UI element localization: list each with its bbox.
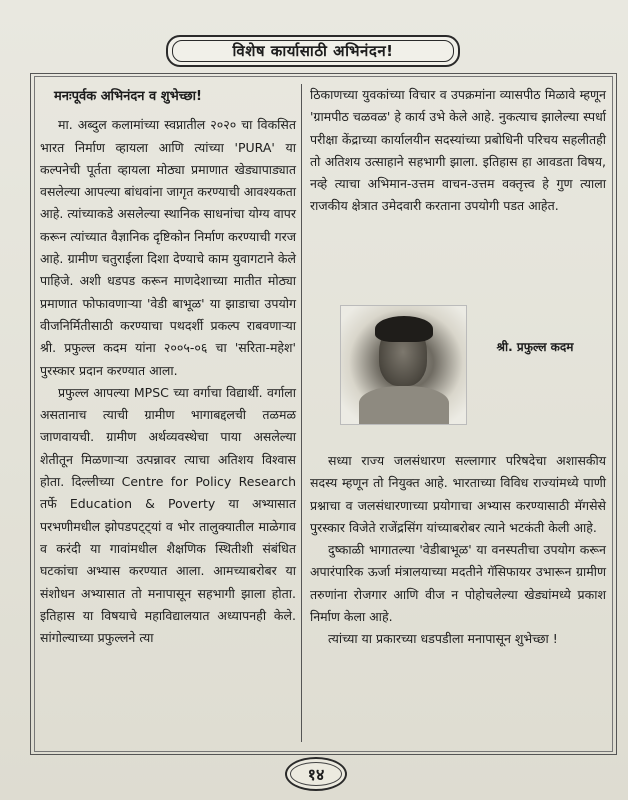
photo-caption: श्री. प्रफुल्ल कदम [496,340,574,354]
right-column-bottom [310,450,606,651]
column-divider [301,84,302,742]
portrait-shoulders [359,386,449,424]
left-paragraph: प्रफुल्ल आपल्या MPSC च्या वर्गाचा विद्यार्थी. वर्गाला असतानाच त्याची ग्रामीण भागाबद्दलची तळमळ जाणवायची. ग्रामीण अर्थव्यवस्थेचा पाया असलेल्या शेतीतून मिळणाऱ्या उत्पन्नावर त्याचा अतिशय विश्वास होता. दिल्लीच्या Centre for Policy Research तर्फे Education & Poverty या अभ्यासात परभणीमधील झोपडपट्ट्यां व भोर तालुक्यातील माळेगाव व करंदी या गावांमधील शैक्षणिक स्थितीशी संबंधित घटकांचा अभ्यास करण्यात आला. आमच्याबरोबर या संशोधन अभ्यासात तो मनापासून सहभागी झाला होता. इतिहास या विषयाचे महाविद्यालयात अध्यापनही केले. सांगोल्याच्या प्रफुल्लने त्या [40,384,296,646]
portrait-photo [340,305,467,425]
right-paragraph: दुष्काळी भागातल्या 'वेडीबाभूळ' या वनस्पतीचा उपयोग करून अपारंपारिक ऊर्जा मंत्रालयाच्या मदतीने गॅसिफायर उभारून ग्रामीण तरुणांना रोजगार आणि वीज न पोहोचलेल्या खेड्यांमध्ये प्रकाश निर्माण केला आहे. [310,542,606,625]
greeting-heading: मनःपूर्वक अभिनंदन व शुभेच्छा! [54,89,202,104]
right-column-top [310,84,606,218]
right-paragraph: ठिकाणच्या युवकांच्या विचार व उपक्रमांना व्यासपीठ मिळावे म्हणून 'ग्रामपीठ चळवळ' हे कार्य उभे केले आहे. नुकत्याच झालेल्या स्पर्धा परीक्षा केंद्राच्या कार्यालयीन सदस्यांच्या प्रबोधिनी परिचय सहलीतही तो अतिशय उत्साहाने सहभागी झाला. इतिहास हा आवडता विषय, नव्हे त्याचा अभिमान-उत्तम वाचन-उत्तम वक्तृत्त्व हे गुण त्याला राजकीय क्षेत्रात उमेदवारी करताना उपयोगी पडत आहेत. [310,87,606,214]
page-number: १४ [307,765,325,784]
article-title: विशेष कार्यासाठी अभिनंदन! [232,42,394,60]
page-number-badge [285,757,347,791]
title-banner [166,35,460,67]
left-paragraph: मा. अब्दुल कलामांच्या स्वप्नातील २०२० चा विकसित भारत निर्माण व्हायला आणि त्यांच्या 'PURA' या कल्पनेची पूर्तता व्हायला मोठ्या प्रमाणात खेड्यापाड्यात वसलेल्या आपल्या बांधवांना जागृत करण्याची आवश्यकता आहे. त्यांच्याकडे असलेल्या स्थानिक साधनांचा योग्य वापर करून त्यांच्यात वैज्ञानिक दृष्टिकोन निर्माण करण्याची गरज आहे. ग्रामीण चतुराईला दिशा देण्याचे काम युवागटाने केले पाहिजे. अशी धडपड करून माणदेशाच्या मातीत मोठ्या प्रमाणात फोफावणाऱ्या 'वेडी बाभूळ' या झाडाचा उपयोग वीजनिर्मितीसाठी करण्याचा पथदर्शी प्रकल्प राबवणाऱ्या श्री. प्रफुल्ल कदम यांना २००५-०६ चा 'सरिता-महेश' पुरस्कार प्रदान करण्यात आला. [40,117,296,378]
portrait-hair [375,316,433,342]
left-column [40,86,296,649]
right-paragraph: त्यांच्या या प्रकारच्या धडपडीला मनापासून शुभेच्छा ! [328,631,558,647]
right-paragraph: सध्या राज्य जलसंधारण सल्लागार परिषदेचा अशासकीय सदस्य म्हणून तो नियुक्त आहे. भारताच्या विविध राज्यांमध्ये पाणी प्रश्नाचा व जलसंधारणाच्या प्रयोगाचा अभ्यास करण्यासाठी मॅगसेसे पुरस्कार विजेते राजेंद्रसिंग यांच्याबरोबर त्याने भटकंती केली आहे. [310,453,606,535]
